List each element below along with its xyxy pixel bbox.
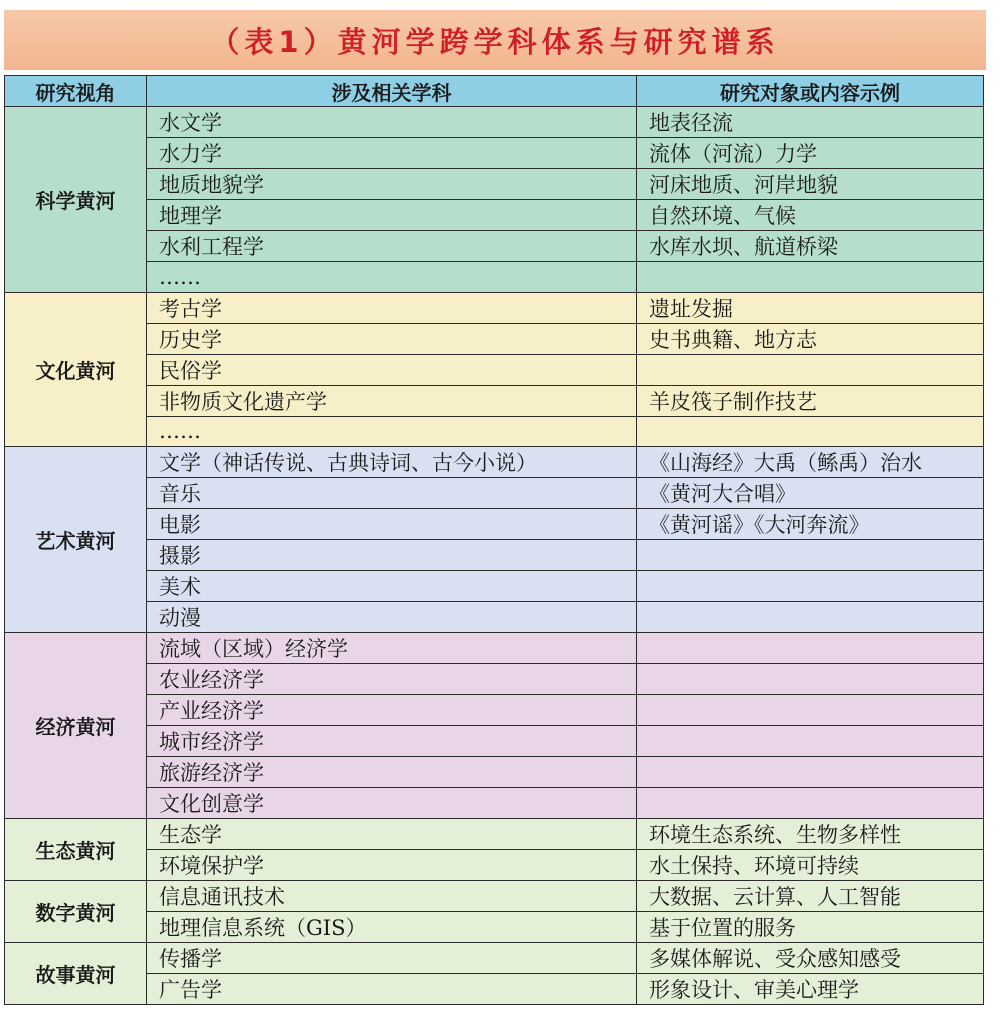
example-cell: 环境生态系统、生物多样性 [637, 819, 984, 850]
table-row [5, 200, 984, 231]
subject-cell: 环境保护学 [147, 850, 637, 881]
table-row [5, 385, 984, 416]
subject-cell: 地质地貌学 [147, 169, 637, 200]
header-subjects: 涉及相关学科 [147, 76, 637, 107]
subject-cell: 广告学 [147, 974, 637, 1005]
example-cell [637, 602, 984, 633]
example-cell [637, 571, 984, 602]
example-cell: 水土保持、环境可持续 [637, 850, 984, 881]
subject-cell: 文学（神话传说、古典诗词、古今小说） [147, 447, 637, 478]
table-row [5, 943, 984, 974]
table-row [5, 107, 984, 138]
header-row [5, 76, 984, 107]
example-cell: 遗址发掘 [637, 292, 984, 323]
table-row [5, 974, 984, 1005]
table-row [5, 850, 984, 881]
subject-cell: 旅游经济学 [147, 757, 637, 788]
header-perspective: 研究视角 [5, 76, 147, 107]
table-row [5, 757, 984, 788]
category-cell: 艺术黄河 [5, 447, 147, 633]
category-cell: 故事黄河 [5, 943, 147, 1005]
subject-cell: 生态学 [147, 819, 637, 850]
table-row [5, 912, 984, 943]
category-cell: 经济黄河 [5, 633, 147, 819]
example-cell: 《黄河谣》《大河奔流》 [637, 509, 984, 540]
table-row [5, 138, 984, 169]
example-cell: 河床地质、河岸地貌 [637, 169, 984, 200]
example-cell: 自然环境、气候 [637, 200, 984, 231]
table-row [5, 354, 984, 385]
subject-cell: 流域（区域）经济学 [147, 633, 637, 664]
subject-cell: …… [147, 262, 637, 293]
discipline-table [4, 75, 984, 1005]
example-cell [637, 788, 984, 819]
example-cell: 羊皮筏子制作技艺 [637, 385, 984, 416]
table-row [5, 292, 984, 323]
subject-cell: 地理信息系统（GIS） [147, 912, 637, 943]
category-cell: 生态黄河 [5, 819, 147, 881]
example-cell [637, 262, 984, 293]
table-row [5, 695, 984, 726]
table-row [5, 819, 984, 850]
header-examples: 研究对象或内容示例 [637, 76, 984, 107]
subject-cell: 文化创意学 [147, 788, 637, 819]
example-cell [637, 664, 984, 695]
example-cell: 水库水坝、航道桥梁 [637, 231, 984, 262]
table-title: （表1）黄河学跨学科体系与研究谱系 [210, 24, 780, 59]
example-cell: 地表径流 [637, 107, 984, 138]
subject-cell: 考古学 [147, 292, 637, 323]
table-row [5, 262, 984, 293]
table-row [5, 478, 984, 509]
example-cell [637, 633, 984, 664]
example-cell: 《山海经》大禹（鲧禹）治水 [637, 447, 984, 478]
table-row [5, 664, 984, 695]
table-row [5, 788, 984, 819]
table-row [5, 881, 984, 912]
category-cell: 文化黄河 [5, 292, 147, 447]
subject-cell: 城市经济学 [147, 726, 637, 757]
table-row [5, 416, 984, 447]
example-cell [637, 354, 984, 385]
example-cell [637, 540, 984, 571]
subject-cell: 历史学 [147, 323, 637, 354]
example-cell: 多媒体解说、受众感知感受 [637, 943, 984, 974]
subject-cell: 动漫 [147, 602, 637, 633]
table-row [5, 726, 984, 757]
example-cell: 《黄河大合唱》 [637, 478, 984, 509]
subject-cell: 农业经济学 [147, 664, 637, 695]
table-row [5, 509, 984, 540]
table-row [5, 169, 984, 200]
example-cell: 大数据、云计算、人工智能 [637, 881, 984, 912]
subject-cell: 摄影 [147, 540, 637, 571]
subject-cell: 非物质文化遗产学 [147, 385, 637, 416]
subject-cell: 电影 [147, 509, 637, 540]
example-cell: 基于位置的服务 [637, 912, 984, 943]
example-cell [637, 757, 984, 788]
subject-cell: 产业经济学 [147, 695, 637, 726]
table-row [5, 231, 984, 262]
example-cell: 史书典籍、地方志 [637, 323, 984, 354]
example-cell [637, 726, 984, 757]
subject-cell: 民俗学 [147, 354, 637, 385]
table-row [5, 323, 984, 354]
example-cell [637, 695, 984, 726]
subject-cell: 水力学 [147, 138, 637, 169]
subject-cell: 水利工程学 [147, 231, 637, 262]
table-row [5, 540, 984, 571]
table-row [5, 633, 984, 664]
subject-cell: 音乐 [147, 478, 637, 509]
category-cell: 数字黄河 [5, 881, 147, 943]
subject-cell: 水文学 [147, 107, 637, 138]
example-cell [637, 416, 984, 447]
subject-cell: …… [147, 416, 637, 447]
table-row [5, 447, 984, 478]
table-row [5, 571, 984, 602]
example-cell: 流体（河流）力学 [637, 138, 984, 169]
table-row [5, 602, 984, 633]
subject-cell: 地理学 [147, 200, 637, 231]
subject-cell: 美术 [147, 571, 637, 602]
subject-cell: 传播学 [147, 943, 637, 974]
subject-cell: 信息通讯技术 [147, 881, 637, 912]
category-cell: 科学黄河 [5, 107, 147, 293]
title-banner [4, 10, 986, 70]
example-cell: 形象设计、审美心理学 [637, 974, 984, 1005]
